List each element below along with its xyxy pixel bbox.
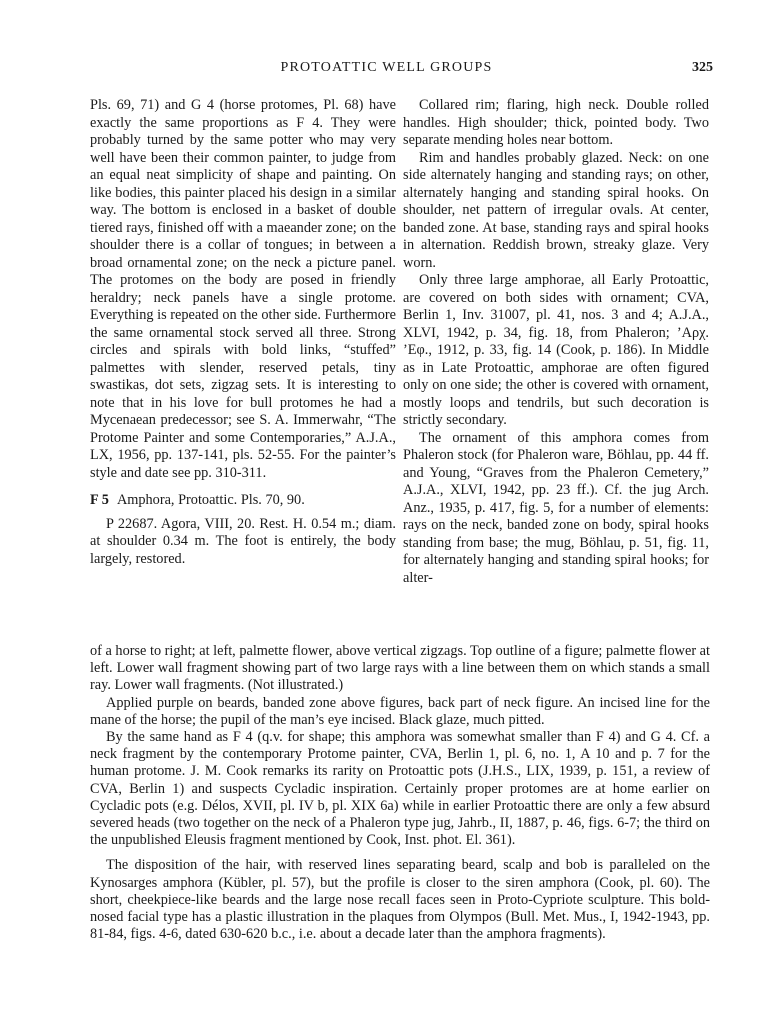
paragraph-fragments: of a horse to right; at left, palmette flower, above vertical zigzags. Top outline of a figure; palmette flower at left. Lower wall fragment showing part of two large rays with a line between them on which stands a small ray. Lower wall fragments. (Not illustrated.) [90,643,710,694]
running-title: PROTOATTIC WELL GROUPS [280,60,493,75]
page-number: 325 [692,60,713,75]
paragraph-f5-inventory: P 22687. Agora, VIII, 20. Rest. H. 0.54 m.; diam. at shoulder 0.34 m. The foot is entirely, the body largely, restored. [90,515,396,567]
page-header [0,60,773,82]
paragraph-protome-painter: Pls. 69, 71) and G 4 (horse protomes, Pl. 68) have exactly the same proportions as F 4. They were probably turned by the same potter who may very well have been their common painter, to judge from an equal neat simplicity of shape and painting. On like bodies, this painter placed his design in a similar way. The bottom is enclosed in a basket of double tiered rays, finished off with a maeander zone; on the shoulder there is a collar of tongues; in between a broad ornamental zone; on the neck a picture panel. The protomes on the body are posed in friendly heraldry; neck panels have a single protome. Everything is repeated on the other side. Furthermore the same ornamental stock served all three. Strong circles and spirals with bold links, “stuffed” palmettes with slender, reserved petals, tiny swastikas, dot sets, zigzag sets. It is interesting to note that in his love for bull protomes he had a Mycenaean predecessor; see S. A. Immerwahr, “The Protome Painter and some Contemporaries,” A.J.A., LX, 1956, pp. 137-141, pls. 52-55. For the painter’s style and date see pp. 310-311. [90,97,396,481]
paragraph-decoration: Rim and handles probably glazed. Neck: on one side alternately hanging and standing rays; on other, alternately hanging and standing spiral hooks. On shoulder, net pattern of irregular ovals. At center, banded zone. At base, standing rays and spiral hooks in alternation. Reddish brown, streaky glaze. Very worn. [403,149,709,271]
right-column [403,97,709,587]
catalogue-heading-f5 [90,492,396,510]
catalogue-number: F 5 [90,492,109,508]
paragraph-same-hand: By the same hand as F 4 (q.v. for shape; this amphora was somewhat smaller than F 4) and G 4. Cf. a neck fragment by the contemporary Protome painter, CVA, Berlin 1, pl. 6, no. 1, A 10 and p. 7 for the human protome. J. M. Cook remarks its rarity on Protoattic pots (J.H.S., LIX, 1939, p. 151, a review of CVA, Berlin 1) and suspects Cycladic inspiration. Certainly proper protomes are at home earlier on Cycladic pots (e.g. Délos, XVII, pl. IV b, pl. XIX 6a) while in earlier Protoattic there are only a few absurd severed heads (two together on the neck of a Phaleron type jug, Jahrb., II, 1887, p. 46, figs. 6-7; the third on the unpublished Eleusis fragment mentioned by Cook, Inst. phot. El. 361). [90,729,710,849]
paragraph-hair-disposition: The disposition of the hair, with reserved lines separating beard, scalp and bob is paralleled on the Kynosarges amphora (Kübler, pl. 57), but the profile is closer to the siren amphora (Cook, pl. 60). The short, cheekpiece-like beards and the large nose recall faces seen in Proto-Cypriote sculpture. This bold-nosed facial type has a plastic illustration in the plaques from Olympos (Bull. Met. Mus., I, 1942-1943, pp. 81-84, figs. 4-6, dated 630-620 b.c., i.e. about a decade later than the amphora fragments). [90,857,710,943]
catalogue-title: Amphora, Protoattic. Pls. 70, 90. [116,492,305,508]
paragraph-amphorae: Only three large amphorae, all Early Protoattic, are covered on both sides with ornament; CVA, Berlin 1, Inv. 31007, pl. 41, nos. 3 and 4; A.J.A., XLVI, 1942, p. 34, fig. 18, from Phaleron; ’Αρχ. ’Εφ., 1912, p. 33, fig. 14 (Cook, p. 186). In Middle as in Late Protoattic, amphorae are often figured only on one side; the other is covered with ornament, mostly loops and tendrils, but such decoration is strictly secondary. [403,272,709,428]
left-column [90,97,396,568]
paragraph-ornament: The ornament of this amphora comes from Phaleron stock (for Phaleron ware, Böhlau, pp. 44 ff. and Young, “Graves from the Phaleron Cemetery,” A.J.A., XLVI, 1942, pp. 23 ff.). Cf. the jug Arch. Anz., 1935, p. 417, fig. 5, for a number of elements: rays on the neck, banded zone on body, spiral hooks standing from base; the mug, Böhlau, p. 51, fig. 11, for alternately hanging and standing spiral hooks; for alter- [403,429,709,586]
paragraph-applied-purple: Applied purple on beards, banded zone above figures, back part of neck figure. An incised line for the mane of the horse; the pupil of the man’s eye incised. Black glaze, much pitted. [90,694,710,728]
paragraph-shape: Collared rim; flaring, high neck. Double rolled handles. High shoulder; thick, pointed body. Two separate mending holes near bottom. [403,97,709,148]
full-width-text [90,643,710,943]
